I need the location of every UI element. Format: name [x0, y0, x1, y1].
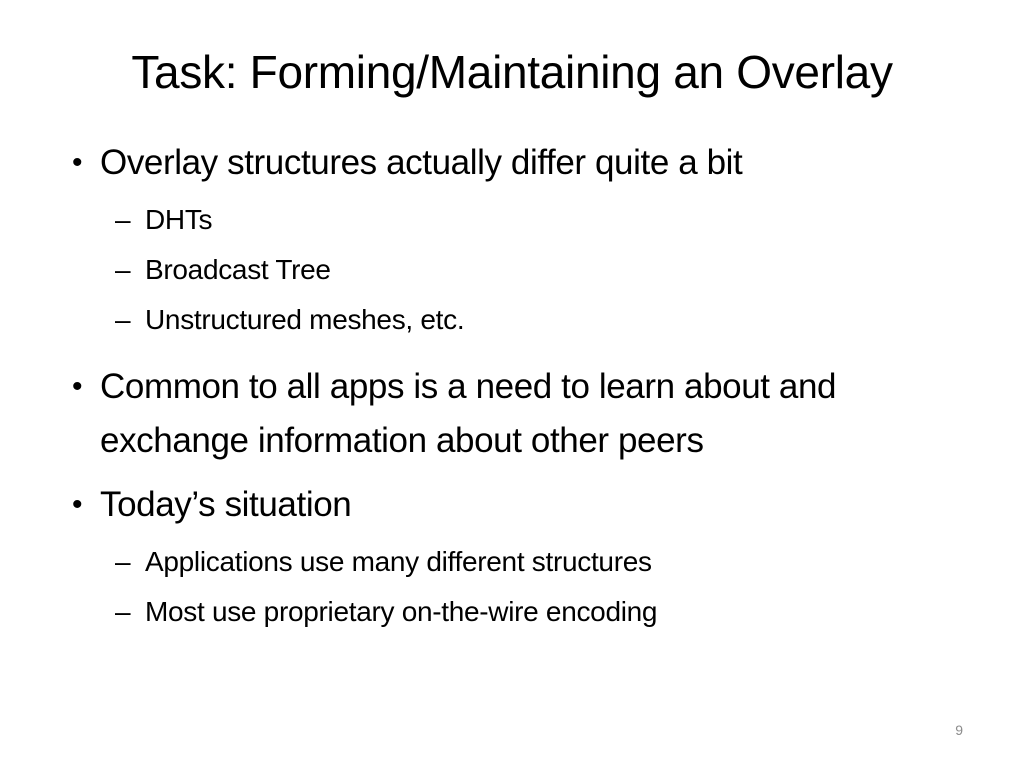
- sub-bullet-item: [0, 592, 1024, 632]
- sub-bullet-text: Applications use many different structures: [145, 546, 652, 577]
- sub-bullet-text: Broadcast Tree: [145, 254, 331, 285]
- bullet-text: Common to all apps is a need to learn about and exchange information about other peers: [100, 367, 837, 460]
- sub-bullet-text: Most use proprietary on-the-wire encoding: [145, 596, 658, 627]
- bullet-text: Overlay structures actually differ quite a bit: [100, 143, 743, 182]
- bullet-marker: •: [72, 146, 83, 179]
- bullet-item: [0, 136, 960, 190]
- slide-title: Task: Forming/Maintaining an Overlay: [131, 46, 893, 98]
- bullet-item: [0, 478, 960, 532]
- bullet-item: [0, 360, 960, 468]
- sub-bullet-item: [0, 300, 1024, 340]
- sub-bullet-marker: –: [115, 304, 131, 335]
- sub-bullet-marker: –: [115, 596, 131, 627]
- sub-bullet-text: Unstructured meshes, etc.: [145, 304, 465, 335]
- sub-bullet-text: DHTs: [145, 204, 213, 235]
- sub-bullet-marker: –: [115, 254, 131, 285]
- sub-bullet-marker: –: [115, 204, 131, 235]
- bullet-marker: •: [72, 370, 83, 403]
- sub-bullet-item: [0, 250, 1024, 290]
- sub-bullet-marker: –: [115, 546, 131, 577]
- bullet-text: Today’s situation: [100, 485, 352, 524]
- sub-bullet-item: [0, 542, 1024, 582]
- bullet-list: [0, 136, 1024, 632]
- page-number: 9: [955, 722, 963, 738]
- bullet-marker: •: [72, 488, 83, 521]
- sub-bullet-item: [0, 200, 1024, 240]
